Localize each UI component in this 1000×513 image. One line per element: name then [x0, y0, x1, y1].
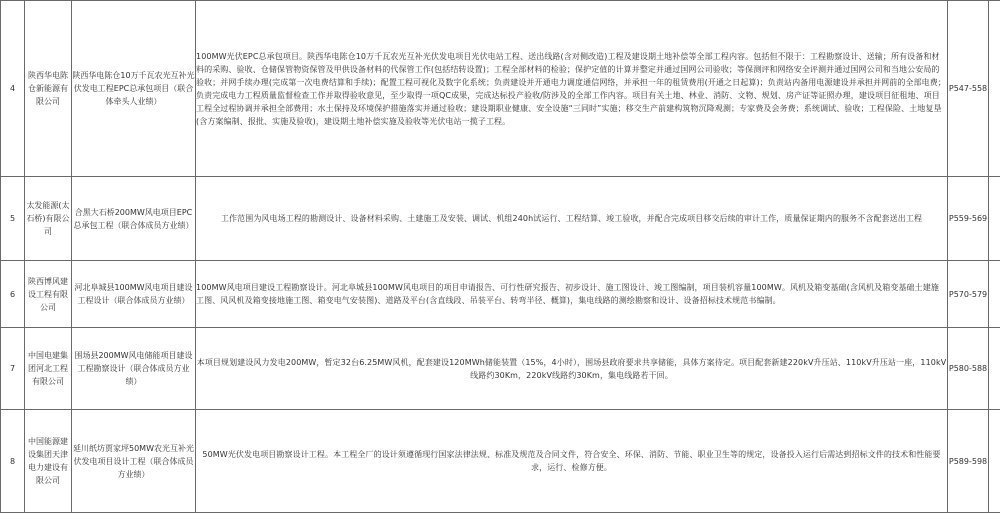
project-description: 50MW光伏发电项目勘察设计工程。本工程全厂的设计须遵循现行国家法律法规、标准及规范及合同文件，符合安全、环保、消防、节能、职业卫生等的规定，设备投入运行后需达到招标文件的技术和性能要求，运行、检修方便。 — [196, 410, 948, 513]
project-name: 陕西华电陈仓10万千瓦农光互补光伏发电工程EPC总承包项目（联合体牵头人业绩） — [72, 1, 196, 177]
page-reference: P589-598 — [948, 410, 989, 513]
trailing-cell — [989, 261, 1000, 328]
project-name: 合黑大石桥200MW风电项目EPC总承包工程（联合体成员方业绩） — [72, 177, 196, 261]
trailing-cell — [989, 410, 1000, 513]
table-row — [1, 177, 1000, 261]
owner-unit: 陕西华电陈仓新能源有限公司 — [25, 1, 72, 177]
trailing-cell — [989, 177, 1000, 261]
page-reference: P559-569 — [948, 177, 989, 261]
page-reference: P570-579 — [948, 261, 989, 328]
project-name: 河北阜城县100MW风电项目建设工程设计（联合体成员方业绩） — [72, 261, 196, 328]
project-name: 延川纸坊贾家坪50MW农光互补光伏发电项目设计工程（联合体成员方业绩） — [72, 410, 196, 513]
table-row — [1, 410, 1000, 513]
project-description: 工作范围为风电场工程的勘测设计、设备材料采购、土建施工及安装、调试、机组240h试运行、工程结算、竣工验收，并配合完成项目移交后续的审计工作，质量保证期内的服务不含配套送出工程 — [196, 177, 948, 261]
page-reference: P547-558 — [948, 1, 989, 177]
table-row — [1, 328, 1000, 410]
owner-unit: 中国能源建设集团天津电力建设有限公司 — [25, 410, 72, 513]
owner-unit: 陕西博风建设工程有限公司 — [25, 261, 72, 328]
row-number: 6 — [1, 261, 25, 328]
table-row — [1, 261, 1000, 328]
project-description: 100MW光伏EPC总承包项目。陕西华电陈仓10万千瓦农光互补光伏发电项目光伏电站工程、送出线路(含对侧改造)工程及建设期土地补偿等全部工程内容。包括但不限于：工程勘察设计、送输；所有设备和材料的采购、验收、仓储保管物资保管及甲供设备材料的代保管工作(包括结转设置)；工程全部材料的检验；保护定值的计算并整定并通过国网公司验收；等保测评和网络安全评测并通过国网公司和当地公安局的验收；并网手续办理(完成第一次电费结算和手续)；配置工程可视化及数字化系统；负责建设并开通电力调度通信网络，并承担一年的租赁费用(开通之日起算)；负责站内备用电源建设并承担并网前的全部电费；负责完成电力工程质量监督检查工作并取得验收意见，至少取得一项QC成果，完成达标投产验收/防涉及的全部工作内容。项目有关土地、林业、消防、文物、规划、房产证等证照办理，建设项目征租地、项目工程全过程协调并承担全部费用；水土保持及环境保护措施落实并通过验收；建设期职业健康、安全设施“三同时”实施；移交生产前建构筑物沉降观测；专家费及会务费；系统调试、验收；工程保险、土地复垦(含方案编制、报批、实施及验收)，建设期土地补偿实施及验收等光伏电站一揽子工程。 — [196, 1, 948, 177]
project-description: 本项目规划建设风力发电200MW，暂定32台6.25MW风机，配套建设120MWh储能装置（15%，4小时），围场县政府要求共享储能，具体方案待定。项目配套新建220kV升压站、110kV升压站一座，110kV线路约30Km，220kV线路约30Km，集电线路若干回。 — [196, 328, 948, 410]
trailing-cell — [989, 1, 1000, 177]
owner-unit: 太发能源(太石桥)有限公司 — [25, 177, 72, 261]
project-description: 100MW风电项目建设工程勘察设计。河北阜城县100MW风电项目的项目申请报告、可行性研究报告、初步设计、施工图设计、竣工图编制，项目装机容量100MW。风机及箱变基础(含风机及箱变基础土建施工图、风风机及箱变接地施工图、箱变电气安装图)、道路及平台(含直线段、吊装平台、转弯半径、概算)，集电线路的测绘勘察和设计、设备招标技术规范书编制。 — [196, 261, 948, 328]
page-reference: P580-588 — [948, 328, 989, 410]
owner-unit: 中国电建集团河北工程有限公司 — [25, 328, 72, 410]
row-number: 5 — [1, 177, 25, 261]
row-number: 8 — [1, 410, 25, 513]
trailing-cell — [989, 328, 1000, 410]
row-number: 7 — [1, 328, 25, 410]
project-name: 围场县200MW风电储能项目建设工程勘察设计（联合体成员方业绩） — [72, 328, 196, 410]
row-number: 4 — [1, 1, 25, 177]
table-row — [1, 1, 1000, 177]
